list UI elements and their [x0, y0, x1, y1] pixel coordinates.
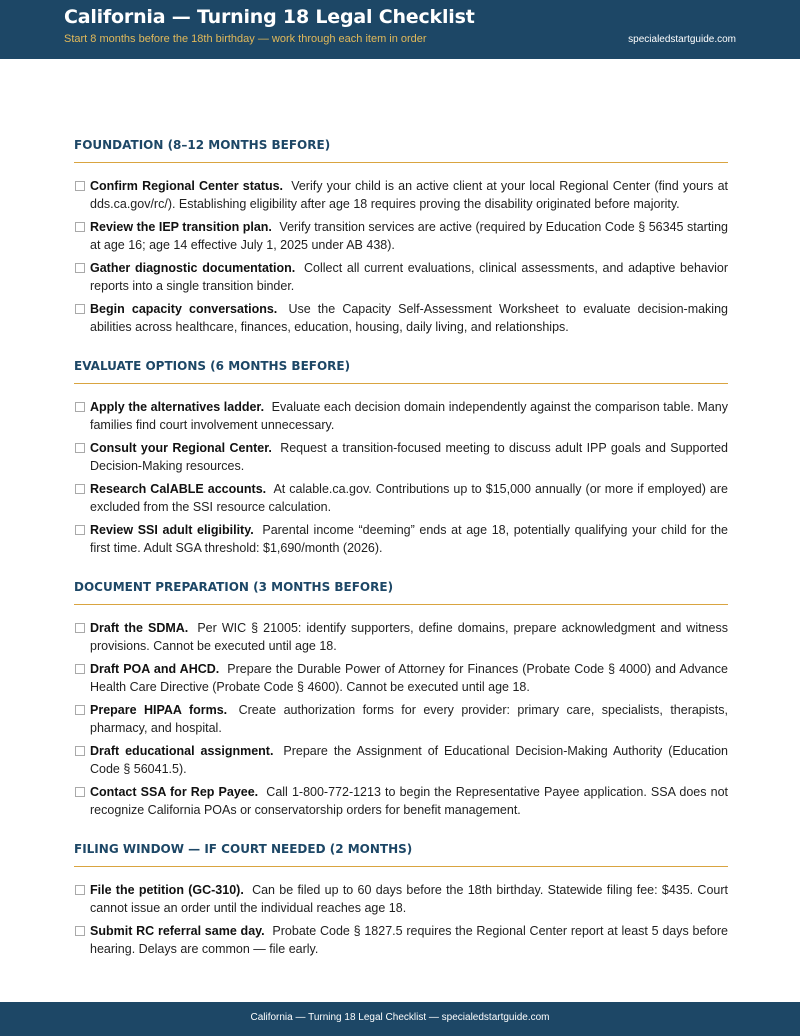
item-lead: Review SSI adult eligibility.: [90, 523, 254, 537]
checklist-item: [74, 398, 728, 434]
page-header: [0, 0, 800, 59]
item-lead: Research CalABLE accounts.: [90, 482, 267, 496]
checkbox[interactable]: [75, 664, 85, 674]
item-lead: Gather diagnostic documentation.: [90, 261, 296, 275]
item-lead: Draft the SDMA.: [90, 621, 189, 635]
checkbox[interactable]: [75, 623, 85, 633]
item-lead: Review the IEP transition plan.: [90, 220, 272, 234]
checkbox[interactable]: [75, 705, 85, 715]
checklist-item: [74, 619, 728, 655]
checkbox[interactable]: [75, 926, 85, 936]
item-lead: Begin capacity conversations.: [90, 302, 278, 316]
checkbox[interactable]: [75, 484, 85, 494]
section-document-preparation: [74, 570, 728, 832]
checklist: [74, 163, 728, 349]
checklist-item: [74, 521, 728, 557]
item-text: Probate Code § 1827.5 requires the Regional Center report at least 5 days before hearing. Delays are common — file early.: [90, 924, 728, 956]
checkbox[interactable]: [75, 746, 85, 756]
item-text: Per WIC § 21005: identify supporters, define domains, prepare acknowledgment and witness provisions. Cannot be executed until age 18.: [90, 621, 728, 653]
checkbox[interactable]: [75, 263, 85, 273]
item-lead: Draft POA and AHCD.: [90, 662, 220, 676]
section-title: FILING WINDOW — IF COURT NEEDED (2 MONTHS): [74, 832, 728, 867]
item-text: Prepare the Durable Power of Attorney for Finances (Probate Code § 4000) and Advance Health Care Directive (Probate Code § 4600). Cannot be executed until age 18.: [90, 662, 728, 694]
checklist-item: [74, 742, 728, 778]
checklist: [74, 867, 728, 971]
item-text: Use the Capacity Self-Assessment Worksheet to evaluate decision-making abilities across healthcare, finances, education, housing, daily living, and relationships.: [90, 302, 728, 334]
item-lead: Contact SSA for Rep Payee.: [90, 785, 259, 799]
section-title: DOCUMENT PREPARATION (3 MONTHS BEFORE): [74, 570, 728, 605]
checklist-item: [74, 300, 728, 336]
checkbox[interactable]: [75, 222, 85, 232]
checkbox[interactable]: [75, 525, 85, 535]
checklist: [74, 384, 728, 570]
checklist-item: [74, 439, 728, 475]
checkbox[interactable]: [75, 443, 85, 453]
item-text: Call 1-800-772-1213 to begin the Representative Payee application. SSA does not recognize California POAs or conservatorship orders for benefit management.: [90, 785, 728, 817]
section-evaluate-options: [74, 349, 728, 570]
checkbox[interactable]: [75, 304, 85, 314]
item-lead: Submit RC referral same day.: [90, 924, 265, 938]
checklist-content: [74, 128, 728, 971]
item-text: At calable.ca.gov. Contributions up to $15,000 annually (or more if employed) are excluded from the SSI resource calculation.: [90, 482, 728, 514]
section-title: EVALUATE OPTIONS (6 MONTHS BEFORE): [74, 349, 728, 384]
item-text: Collect all current evaluations, clinical assessments, and adaptive behavior reports into a single transition binder.: [90, 261, 729, 293]
item-text: Prepare the Assignment of Educational Decision-Making Authority (Education Code § 56041.5).: [90, 744, 728, 776]
item-lead: Consult your Regional Center.: [90, 441, 272, 455]
section-foundation: [74, 128, 728, 349]
checklist-item: [74, 783, 728, 819]
checklist-item: [74, 259, 728, 295]
checklist-item: [74, 881, 728, 917]
page-subtitle: Start 8 months before the 18th birthday — work through each item in order: [64, 33, 427, 45]
item-lead: Confirm Regional Center status.: [90, 179, 284, 193]
item-lead: Draft educational assignment.: [90, 744, 274, 758]
checklist-item: [74, 218, 728, 254]
checklist-item: [74, 660, 728, 696]
checklist-item: [74, 177, 728, 213]
section-title: FOUNDATION (8–12 MONTHS BEFORE): [74, 128, 728, 163]
section-filing-window: [74, 832, 728, 971]
checkbox[interactable]: [75, 787, 85, 797]
checkbox[interactable]: [75, 402, 85, 412]
checklist-item: [74, 922, 728, 958]
site-url: specialedstartguide.com: [628, 34, 736, 45]
footer-text: California — Turning 18 Legal Checklist — specialedstartguide.com: [250, 1012, 550, 1023]
item-text: Verify transition services are active (required by Education Code § 56345 starting at age 16; age 14 effective July 1, 2025 under AB 438).: [90, 220, 728, 252]
item-lead: Apply the alternatives ladder.: [90, 400, 265, 414]
checkbox[interactable]: [75, 181, 85, 191]
page-title: California — Turning 18 Legal Checklist: [64, 6, 475, 28]
item-text: Request a transition-focused meeting to discuss adult IPP goals and Supported Decision-Making resources.: [90, 441, 728, 473]
item-text: Parental income “deeming” ends at age 18, potentially qualifying your child for the first time. Adult SGA threshold: $1,690/month (2026).: [90, 523, 728, 555]
item-text: Evaluate each decision domain independently against the comparison table. Many families find court involvement unnecessary.: [90, 400, 728, 432]
item-text: Create authorization forms for every provider: primary care, specialists, therapists, pharmacy, and hospital.: [90, 703, 728, 735]
item-text: Verify your child is an active client at your local Regional Center (find yours at dds.ca.gov/rc/). Establishing eligibility after age 18 requires proving the disability originated before majority.: [90, 179, 728, 211]
checklist-item: [74, 701, 728, 737]
item-text: Can be filed up to 60 days before the 18th birthday. Statewide filing fee: $435. Court cannot issue an order until the individual reaches age 18.: [90, 883, 728, 915]
item-lead: File the petition (GC-310).: [90, 883, 244, 897]
checklist: [74, 605, 728, 832]
checkbox[interactable]: [75, 885, 85, 895]
item-lead: Prepare HIPAA forms.: [90, 703, 228, 717]
page-footer: [0, 1002, 800, 1036]
checklist-item: [74, 480, 728, 516]
